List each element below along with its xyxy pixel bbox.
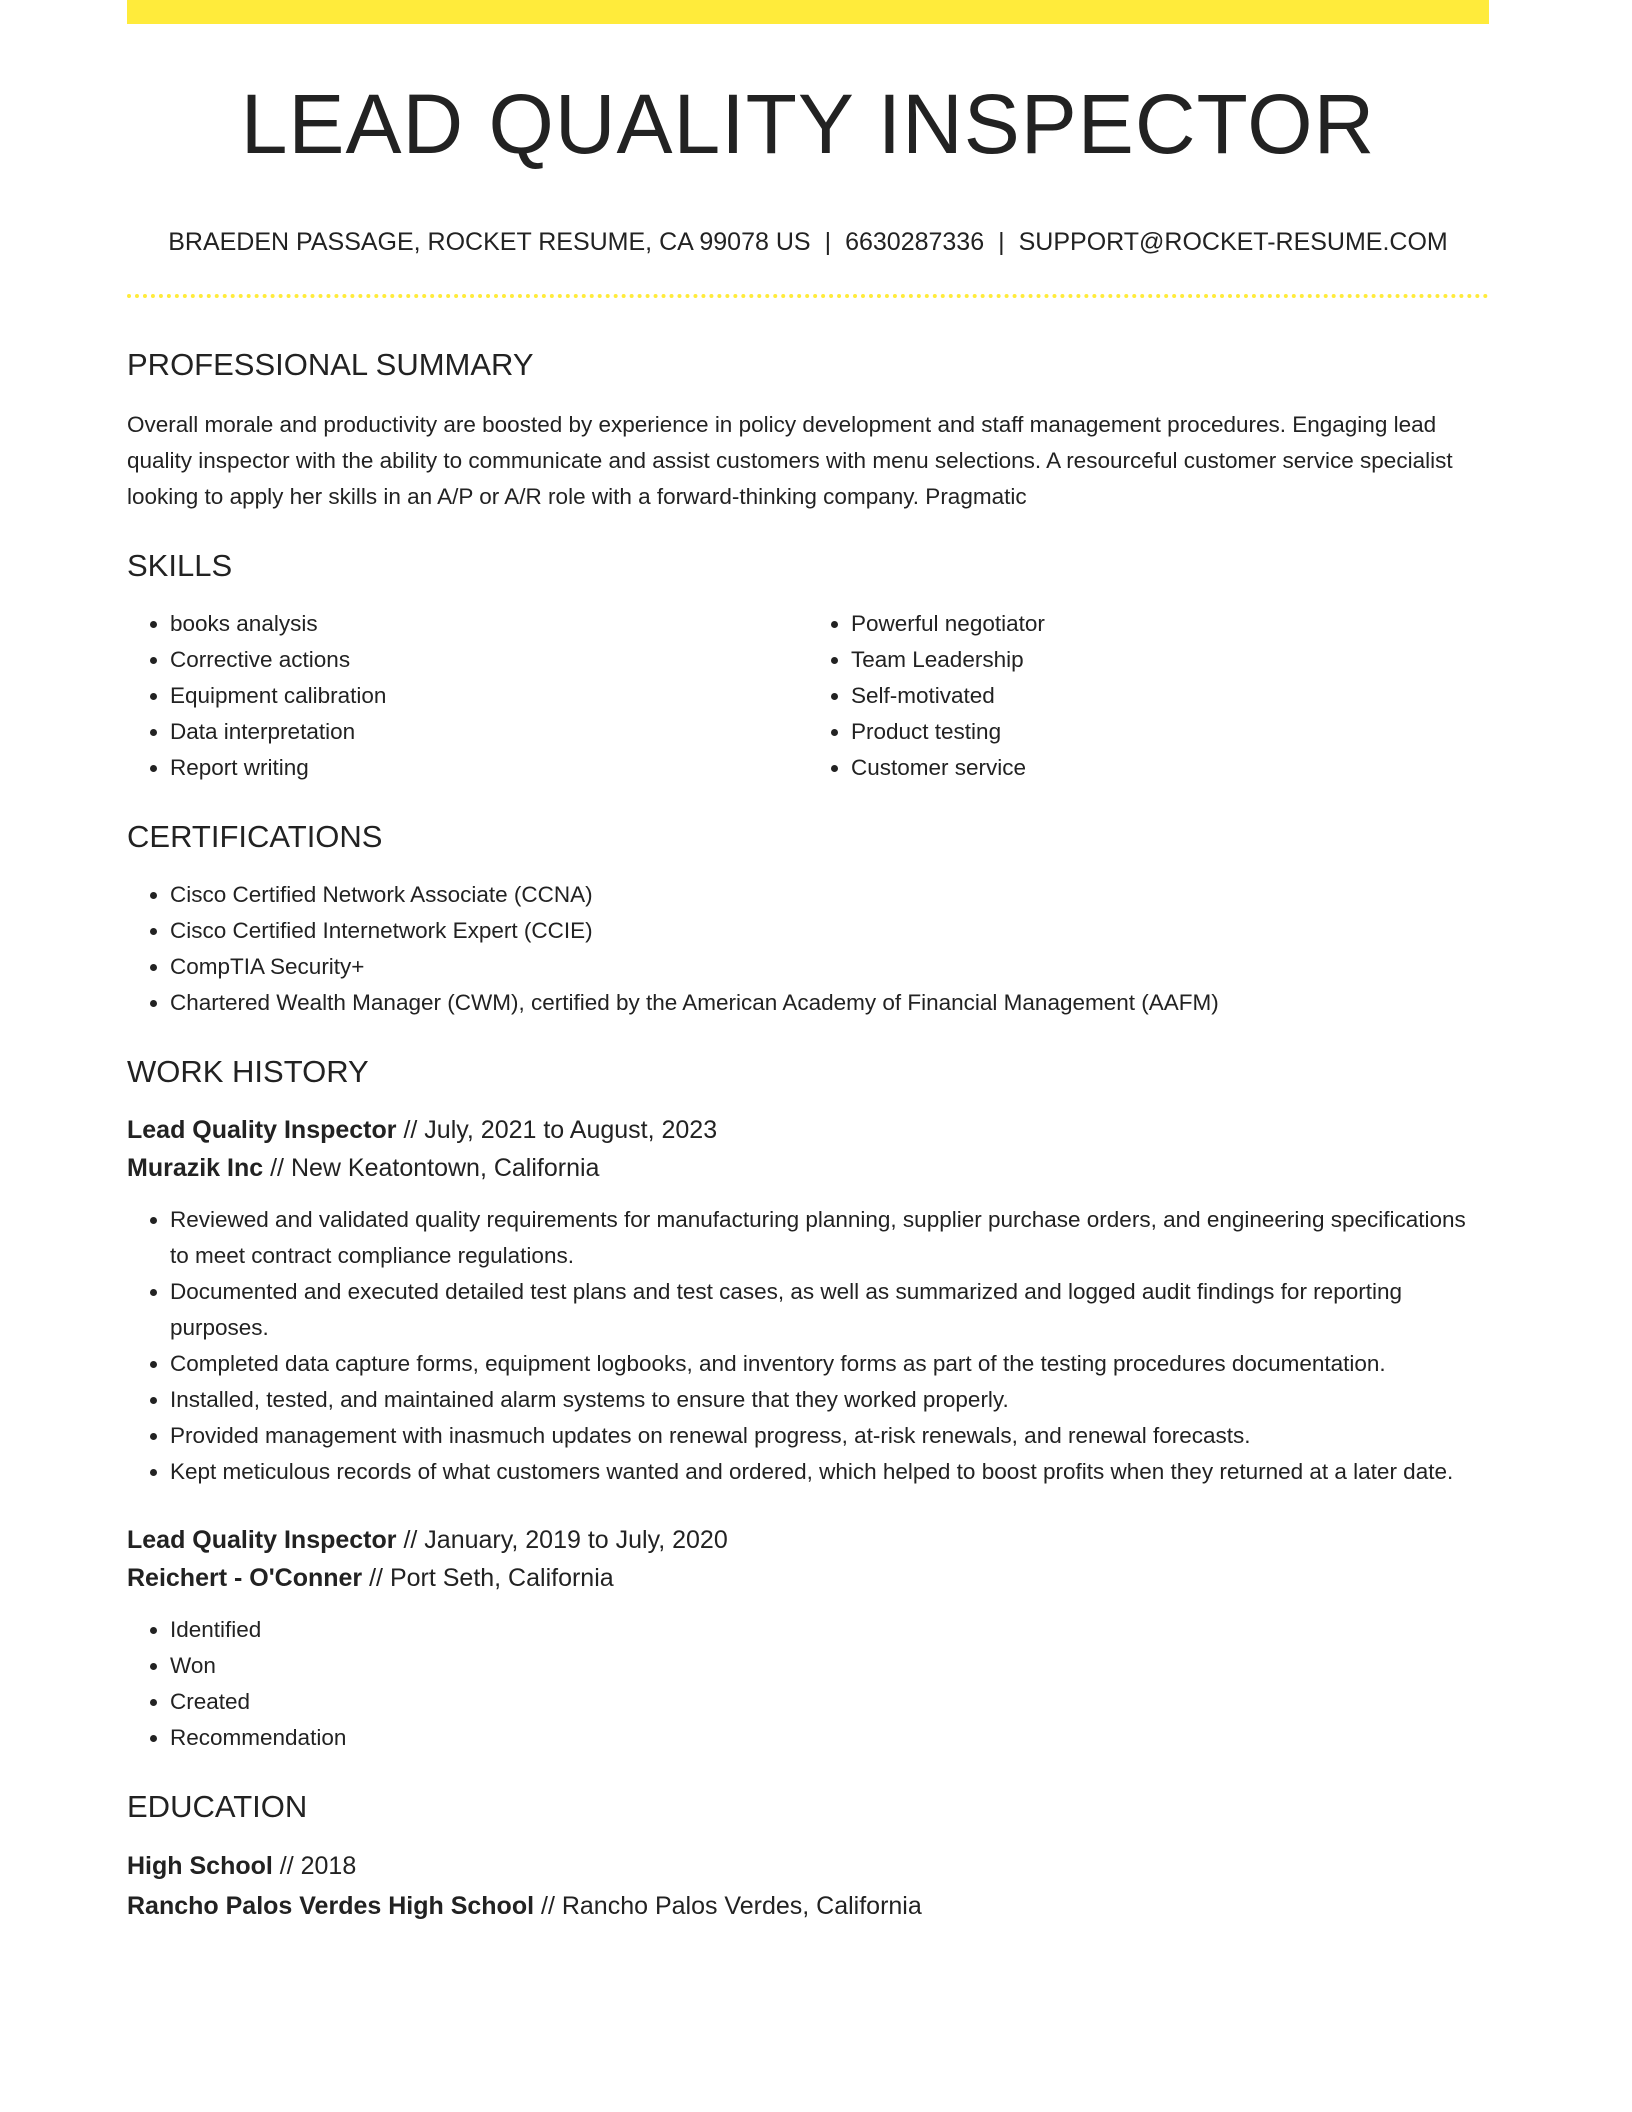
contact-separator: |: [824, 228, 832, 256]
education-degree: High School: [127, 1852, 273, 1880]
job-dates: // January, 2019 to July, 2020: [396, 1526, 728, 1554]
education-section: [127, 1791, 1489, 1926]
job-entry: [127, 1111, 1489, 1490]
certification-item: • Cisco Certified Network Associate (CCNA): [170, 877, 1489, 913]
education-heading: EDUCATION: [127, 1789, 308, 1824]
job-bullet: • Identified: [170, 1612, 1489, 1648]
job-bullet: • Created: [170, 1684, 1489, 1720]
skill-item: • Product testing: [851, 714, 1489, 750]
job-location: // New Keatontown, California: [263, 1154, 600, 1182]
contact-phone: 6630287336: [845, 228, 985, 256]
job-company: Murazik Inc: [127, 1154, 264, 1182]
job-entry: [127, 1521, 1489, 1756]
skills-heading: SKILLS: [127, 548, 233, 583]
resume-title: LEAD QUALITY INSPECTOR: [240, 77, 1376, 171]
dotted-divider: [127, 294, 1489, 298]
certification-item: • CompTIA Security+: [170, 949, 1489, 985]
accent-bar: [127, 0, 1489, 24]
skill-item: • Self-motivated: [851, 678, 1489, 714]
job-title: Lead Quality Inspector: [127, 1116, 397, 1144]
education-degree-line: [127, 1846, 1489, 1886]
certification-item: • Cisco Certified Internetwork Expert (CCIE): [170, 913, 1489, 949]
job-bullets: [127, 1612, 1489, 1756]
contact-separator: |: [998, 228, 1005, 256]
job-bullet: • Installed, tested, and maintained alarm systems to ensure that they worked properly.: [170, 1382, 1489, 1418]
job-bullet: • Provided management with inasmuch updates on renewal progress, at-risk renewals, and renewal forecasts.: [170, 1418, 1489, 1454]
certifications-heading: CERTIFICATIONS: [127, 819, 383, 854]
skill-item: • Report writing: [170, 750, 808, 786]
skills-list-right: [808, 606, 1489, 786]
job-title-line: [127, 1521, 1489, 1559]
work-history-section: [127, 1056, 1489, 1756]
job-bullet: • Documented and executed detailed test plans and test cases, as well as summarized and logged audit findings for reporting purposes.: [170, 1274, 1489, 1346]
job-bullet: • Completed data capture forms, equipment logbooks, and inventory forms as part of the testing procedures documentation.: [170, 1346, 1489, 1382]
job-bullet: • Won: [170, 1648, 1489, 1684]
skill-item: • Equipment calibration: [170, 678, 808, 714]
contact-line: [127, 230, 1489, 255]
certification-item: • Chartered Wealth Manager (CWM), certified by the American Academy of Financial Management (AAFM): [170, 985, 1489, 1021]
skills-section: [127, 550, 1489, 786]
job-bullets: [127, 1202, 1489, 1490]
skill-item: • Data interpretation: [170, 714, 808, 750]
job-bullet: • Kept meticulous records of what customers wanted and ordered, which helped to boost profits when they returned at a later date.: [170, 1454, 1489, 1490]
skill-item: • Team Leadership: [851, 642, 1489, 678]
education-entry: [127, 1846, 1489, 1926]
job-location: // Port Seth, California: [362, 1564, 614, 1592]
summary-text: Overall morale and productivity are boosted by experience in policy development and staff management procedures. Engaging lead quality inspector with the ability to communicate and assist customers with menu selections. A resourceful customer service specialist looking to apply her skills in an A/P or A/R role with a forward-thinking company. Pragmatic: [127, 412, 1453, 509]
job-title-line: [127, 1111, 1489, 1149]
skill-item: • Customer service: [851, 750, 1489, 786]
resume-page: [127, 0, 1489, 1926]
skill-item: • books analysis: [170, 606, 808, 642]
education-year: // 2018: [272, 1852, 357, 1880]
certifications-list: [127, 877, 1489, 1021]
summary-heading: PROFESSIONAL SUMMARY: [127, 347, 534, 382]
job-company: Reichert - O'Conner: [127, 1564, 363, 1592]
certifications-section: [127, 821, 1489, 1021]
contact-address: BRAEDEN PASSAGE, ROCKET RESUME, CA 99078 US: [168, 228, 811, 256]
job-title: Lead Quality Inspector: [127, 1526, 397, 1554]
work-history-heading: WORK HISTORY: [127, 1054, 369, 1089]
skills-columns: [127, 606, 1489, 786]
education-location: // Rancho Palos Verdes, California: [534, 1892, 922, 1920]
education-school: Rancho Palos Verdes High School: [127, 1892, 535, 1920]
education-school-line: [127, 1886, 1489, 1926]
job-bullet: • Recommendation: [170, 1720, 1489, 1756]
job-dates: // July, 2021 to August, 2023: [396, 1116, 718, 1144]
summary-section: [127, 349, 1489, 515]
job-bullet: • Reviewed and validated quality requirements for manufacturing planning, supplier purchase orders, and engineering specifications to meet contract compliance regulations.: [170, 1202, 1489, 1274]
contact-email: SUPPORT@ROCKET-RESUME.COM: [1018, 228, 1448, 256]
job-company-line: [127, 1559, 1489, 1597]
skill-item: • Powerful negotiator: [851, 606, 1489, 642]
job-company-line: [127, 1149, 1489, 1187]
skills-list-left: [127, 606, 808, 786]
skill-item: • Corrective actions: [170, 642, 808, 678]
